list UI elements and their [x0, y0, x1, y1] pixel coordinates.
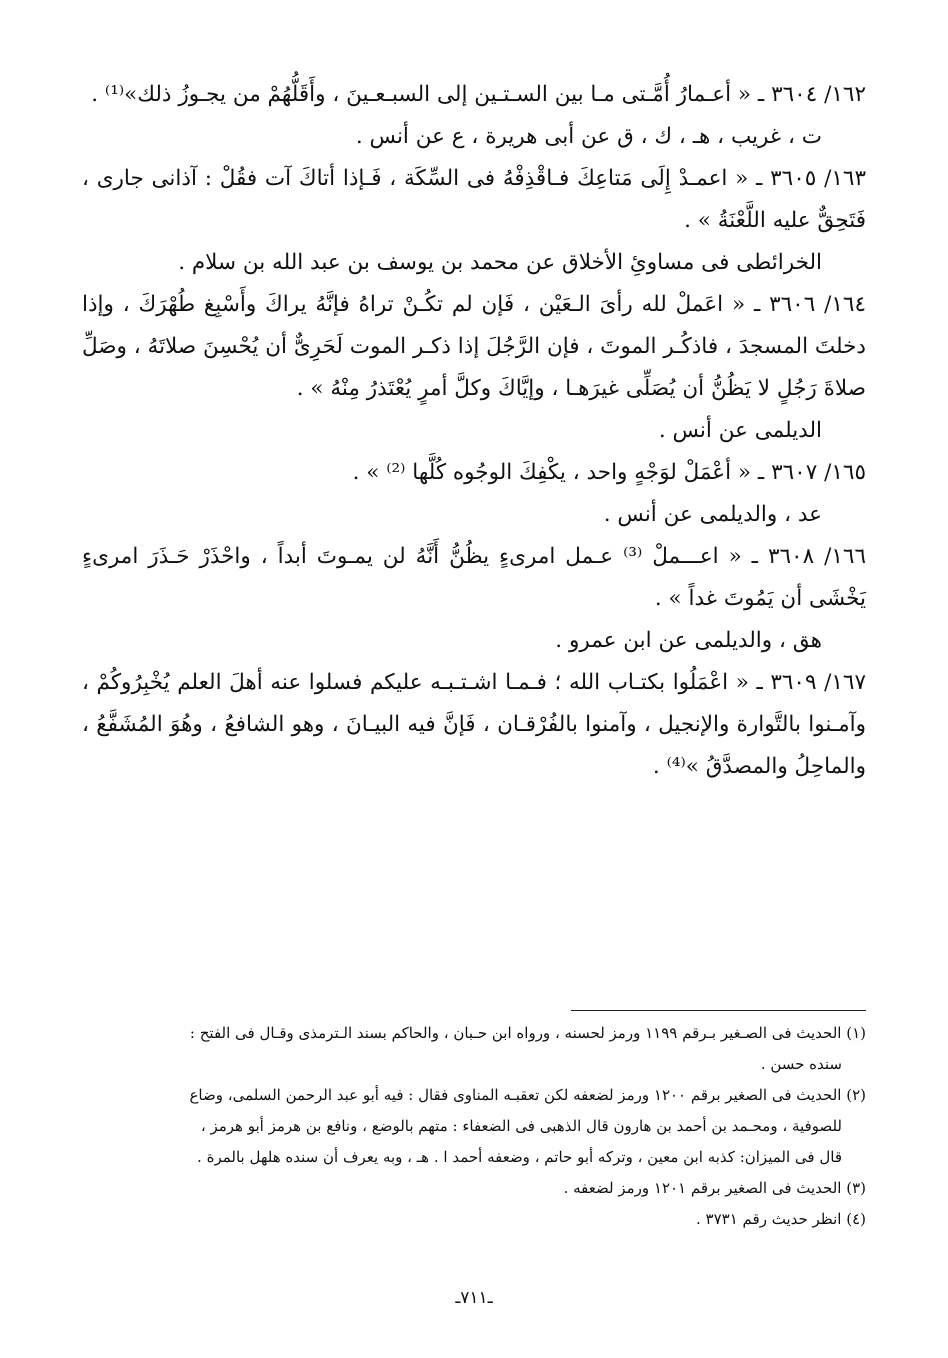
hadith-list [82, 74, 866, 788]
hadith-source: الخرائطى فى مساوئِ الأخلاق عن محمد بن يوسف بن عبد الله بن سلام . [178, 250, 822, 275]
hadith-source: هق ، والديلمى عن ابن عمرو . [555, 628, 822, 653]
hadith-entry: ١٦٣/ ٣٦٠٥ ـ « اعمـدْ إِلَى مَتاعِكَ فـاقْذِفْهُ فى السِّكَة ، فَـإذا أتاكَ آت فقُلْ : آذانى جارى ، فَتَحِقٌّ عليه اللَّعْنَةُ » . [82, 166, 866, 233]
footnote-divider [571, 1010, 866, 1011]
footnotes [82, 1018, 866, 1235]
footnote-line: (١) الحديث فى الصـغير بـرقم ١١٩٩ ورمز لحسنه ، ورواه ابن حـبان ، والحاكم بسند الـترمذى وقـال فى الفتح : [189, 1024, 866, 1042]
hadith-source: الديلمى عن أنس . [658, 418, 822, 443]
page-number: ـ٧١١ـ [455, 1288, 493, 1308]
page-body [82, 74, 866, 788]
footnote-line: للصوفية ، ومحـمد بن أحمد بن هارون قال الذهبى فى الضعفاء : متهم بالوضع ، ونافع بن هرمز أبو هرمز ، [200, 1117, 842, 1135]
hadith-entry: ١٦٢/ ٣٦٠٤ ـ « أعـمارُ أُمَّـتى مـا بين السـتـين إلى السبـعـينَ ، وأَقَلُّهُمْ من يجـوزُ ذلك»⁽¹⁾ . [91, 82, 866, 107]
footnote-line: سنده حسن . [760, 1055, 842, 1073]
footnote-line: (٣) الحديث فى الصغير برقم ١٢٠١ ورمز لضعفه . [563, 1179, 866, 1197]
footnote-line: (٢) الحديث فى الصغير برقم ١٢٠٠ ورمز لضعفه لكن تعقبـه المناوى فقال : فيه أبو عبد الرحمن السلمى، وضاع [189, 1086, 866, 1104]
hadith-entry: ١٦٥/ ٣٦٠٧ ـ « أعْمَلْ لوَجْهٍ واحد ، يكْفِكَ الوجُوه كُلَّها ⁽²⁾ » . [352, 460, 866, 485]
hadith-source: ت ، غريب ، هـ ، ك ، ق عن أبى هريرة ، ع عن أنس . [355, 124, 822, 149]
footnote-line: (٤) انظر حديث رقم ٣٧٣١ . [696, 1210, 866, 1228]
hadith-entry: ١٦٦/ ٣٦٠٨ ـ « اعـــملْ ⁽³⁾ عـمل امرىءٍ يظُنُّ أَنَّهُ لن يمـوتَ أبداً ، واحْذَرْ حَـذَرَ امرىءٍ يَخْشَى أن يَمُوتَ غداً » . [82, 544, 867, 611]
hadith-entry: ١٦٧/ ٣٦٠٩ ـ « اعْمَلُوا بكتـاب الله ؛ فـمـا اشـتـبـه عليكم فسلوا عنه أهلَ العلم يُخْبِرُوكُمْ ، وآمـنوا بالتَّوارة والإنجيل ، وآمنوا بالفُرْقـان ، فَإنَّ فيه البيـانَ ، وهو الشافعُ ، وهُوَ المُشَفَّعُ ، والماحِلُ والمصدَّقُ »⁽⁴⁾ . [82, 670, 867, 779]
hadith-source: عد ، والديلمى عن أنس . [603, 502, 822, 527]
footnote-line: قال فى الميزان: كذبه ابن معين ، وتركه أبو حاتم ، وضعفه أحمد ا . هـ ، وبه يعرف أن سنده هلهل بالمرة . [197, 1148, 842, 1166]
hadith-entry: ١٦٤/ ٣٦٠٦ ـ « اعَملْ لله رأىَ الـعَيْن ، فَإن لم تكُـنْ تراهُ فإنَّهُ يراكَ وأَسْبِغ طُهْرَكَ ، وإذا دخلتَ المسجدَ ، فاذكُـر الموتَ ، فإن الرَّجُلَ إذا ذكـر الموت لَحَرِىٌّ أن يُحْسِنَ صلاتَهُ ، وصَلِّ صلاةَ رَجُلٍ لا يَظُنُّ أن يُصَلِّى غيرَهـا ، وإيَّاكَ وكلَّ أمرٍ يُعْتَذرُ مِنْهُ » . [82, 292, 867, 401]
